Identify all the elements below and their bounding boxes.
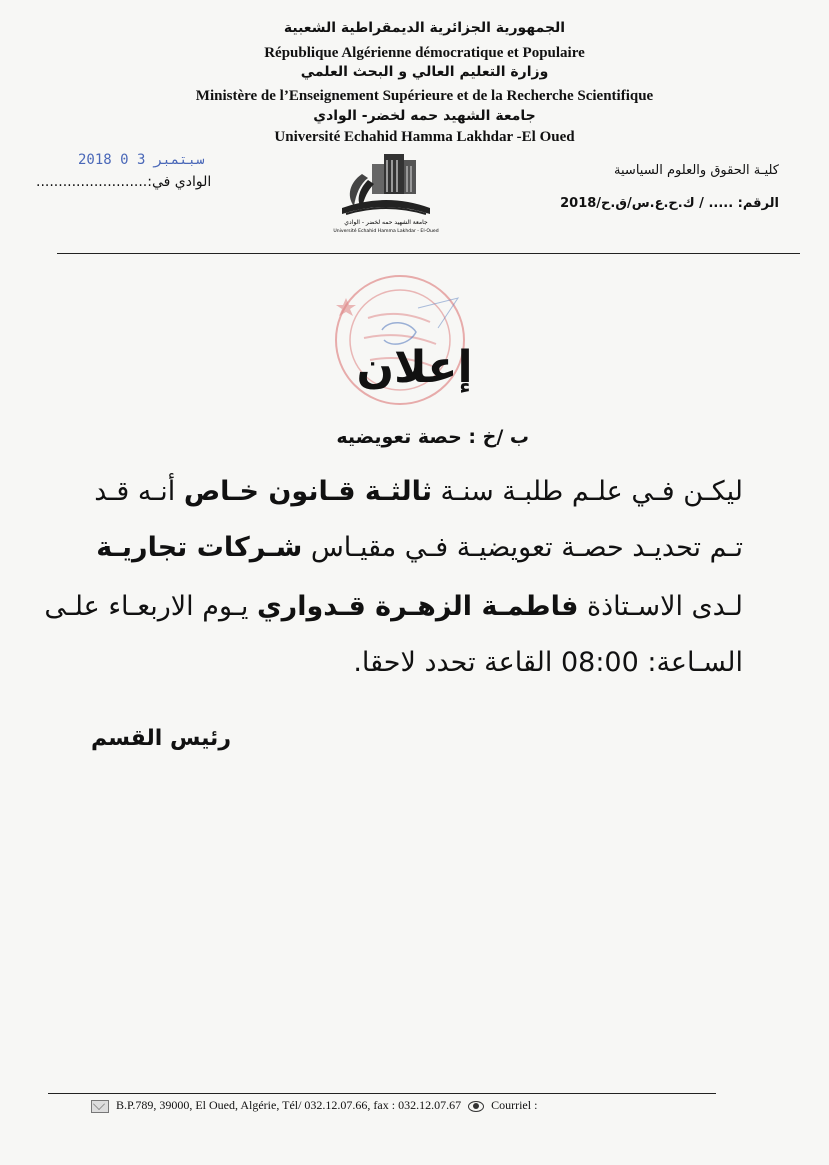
- university-logo: [332, 148, 440, 238]
- notice-title: إعلان: [356, 342, 473, 393]
- footer-address: B.P.789, 39000, El Oued, Algérie, Tél/ 032.12.07.66, fax : 032.12.07.67: [116, 1098, 462, 1112]
- mail-icon: [91, 1100, 109, 1113]
- university-french: Université Echahid Hamma Lakhdar -El Oued: [274, 129, 575, 145]
- body-text: لـدى الاسـتاذة: [578, 591, 743, 622]
- republic-french: République Algérienne démocratique et Populaire: [264, 45, 585, 61]
- received-date-stamp: 2018 سبتمبر 3 0: [78, 152, 205, 168]
- body-text: يـوم الاربعـاء علـى: [44, 591, 257, 622]
- body-text: أنـه قـد: [94, 476, 184, 507]
- republic-arabic: الجمهورية الجزائرية الديمقراطية الشعبية: [283, 20, 566, 36]
- footer-contact: [87, 1098, 537, 1113]
- body-text: تـم تحديـد حصـة تعويضيـة فـي مقيـاس: [302, 532, 743, 563]
- body-text: ليكـن فـي علـم طلبـة سنـة: [431, 476, 743, 507]
- professor-name: فاطمـة الزهـرة قـدواري: [256, 591, 579, 622]
- footer-divider: [48, 1093, 716, 1094]
- faculty-name: كليـة الحقوق والعلوم السياسية: [614, 163, 779, 178]
- ministry-arabic: وزارة التعليم العالي و البحث العلمي: [300, 64, 549, 80]
- logo-caption-arabic: جامعة الشهيد حمه لخضر - الوادي: [344, 219, 428, 226]
- notice-body-line-2: [96, 532, 743, 563]
- university-arabic: جامعة الشهيد حمه لخضر- الوادي: [313, 108, 536, 124]
- footer-email-label: Courriel :: [491, 1098, 538, 1112]
- reference-number: الرقم: ..... / ك.ح.ع.س/ق.ح/2018: [560, 196, 779, 211]
- notice-subject: ب /خ : حصة تعويضيه: [336, 426, 529, 448]
- department-head-signature: رئيس القسم: [91, 726, 231, 751]
- notice-body-line-3: [44, 591, 743, 622]
- student-level: ثالثـة قـانون خـاص: [183, 476, 432, 507]
- notice-body-line-1: [94, 476, 743, 507]
- header-divider: [57, 253, 800, 254]
- eye-icon: [468, 1101, 484, 1112]
- course-name: شـركات تجاريـة: [96, 532, 303, 563]
- ministry-french: Ministère de l’Enseignement Supérieure et de la Recherche Scientifique: [195, 88, 654, 104]
- logo-caption-french: Université Echahid Hamma Lakhdar - El-Oued: [333, 229, 439, 234]
- notice-body-line-4: السـاعة: 08:00 القاعة تحدد لاحقا.: [353, 647, 743, 678]
- place-date-line: الوادي في:.........................: [36, 174, 212, 190]
